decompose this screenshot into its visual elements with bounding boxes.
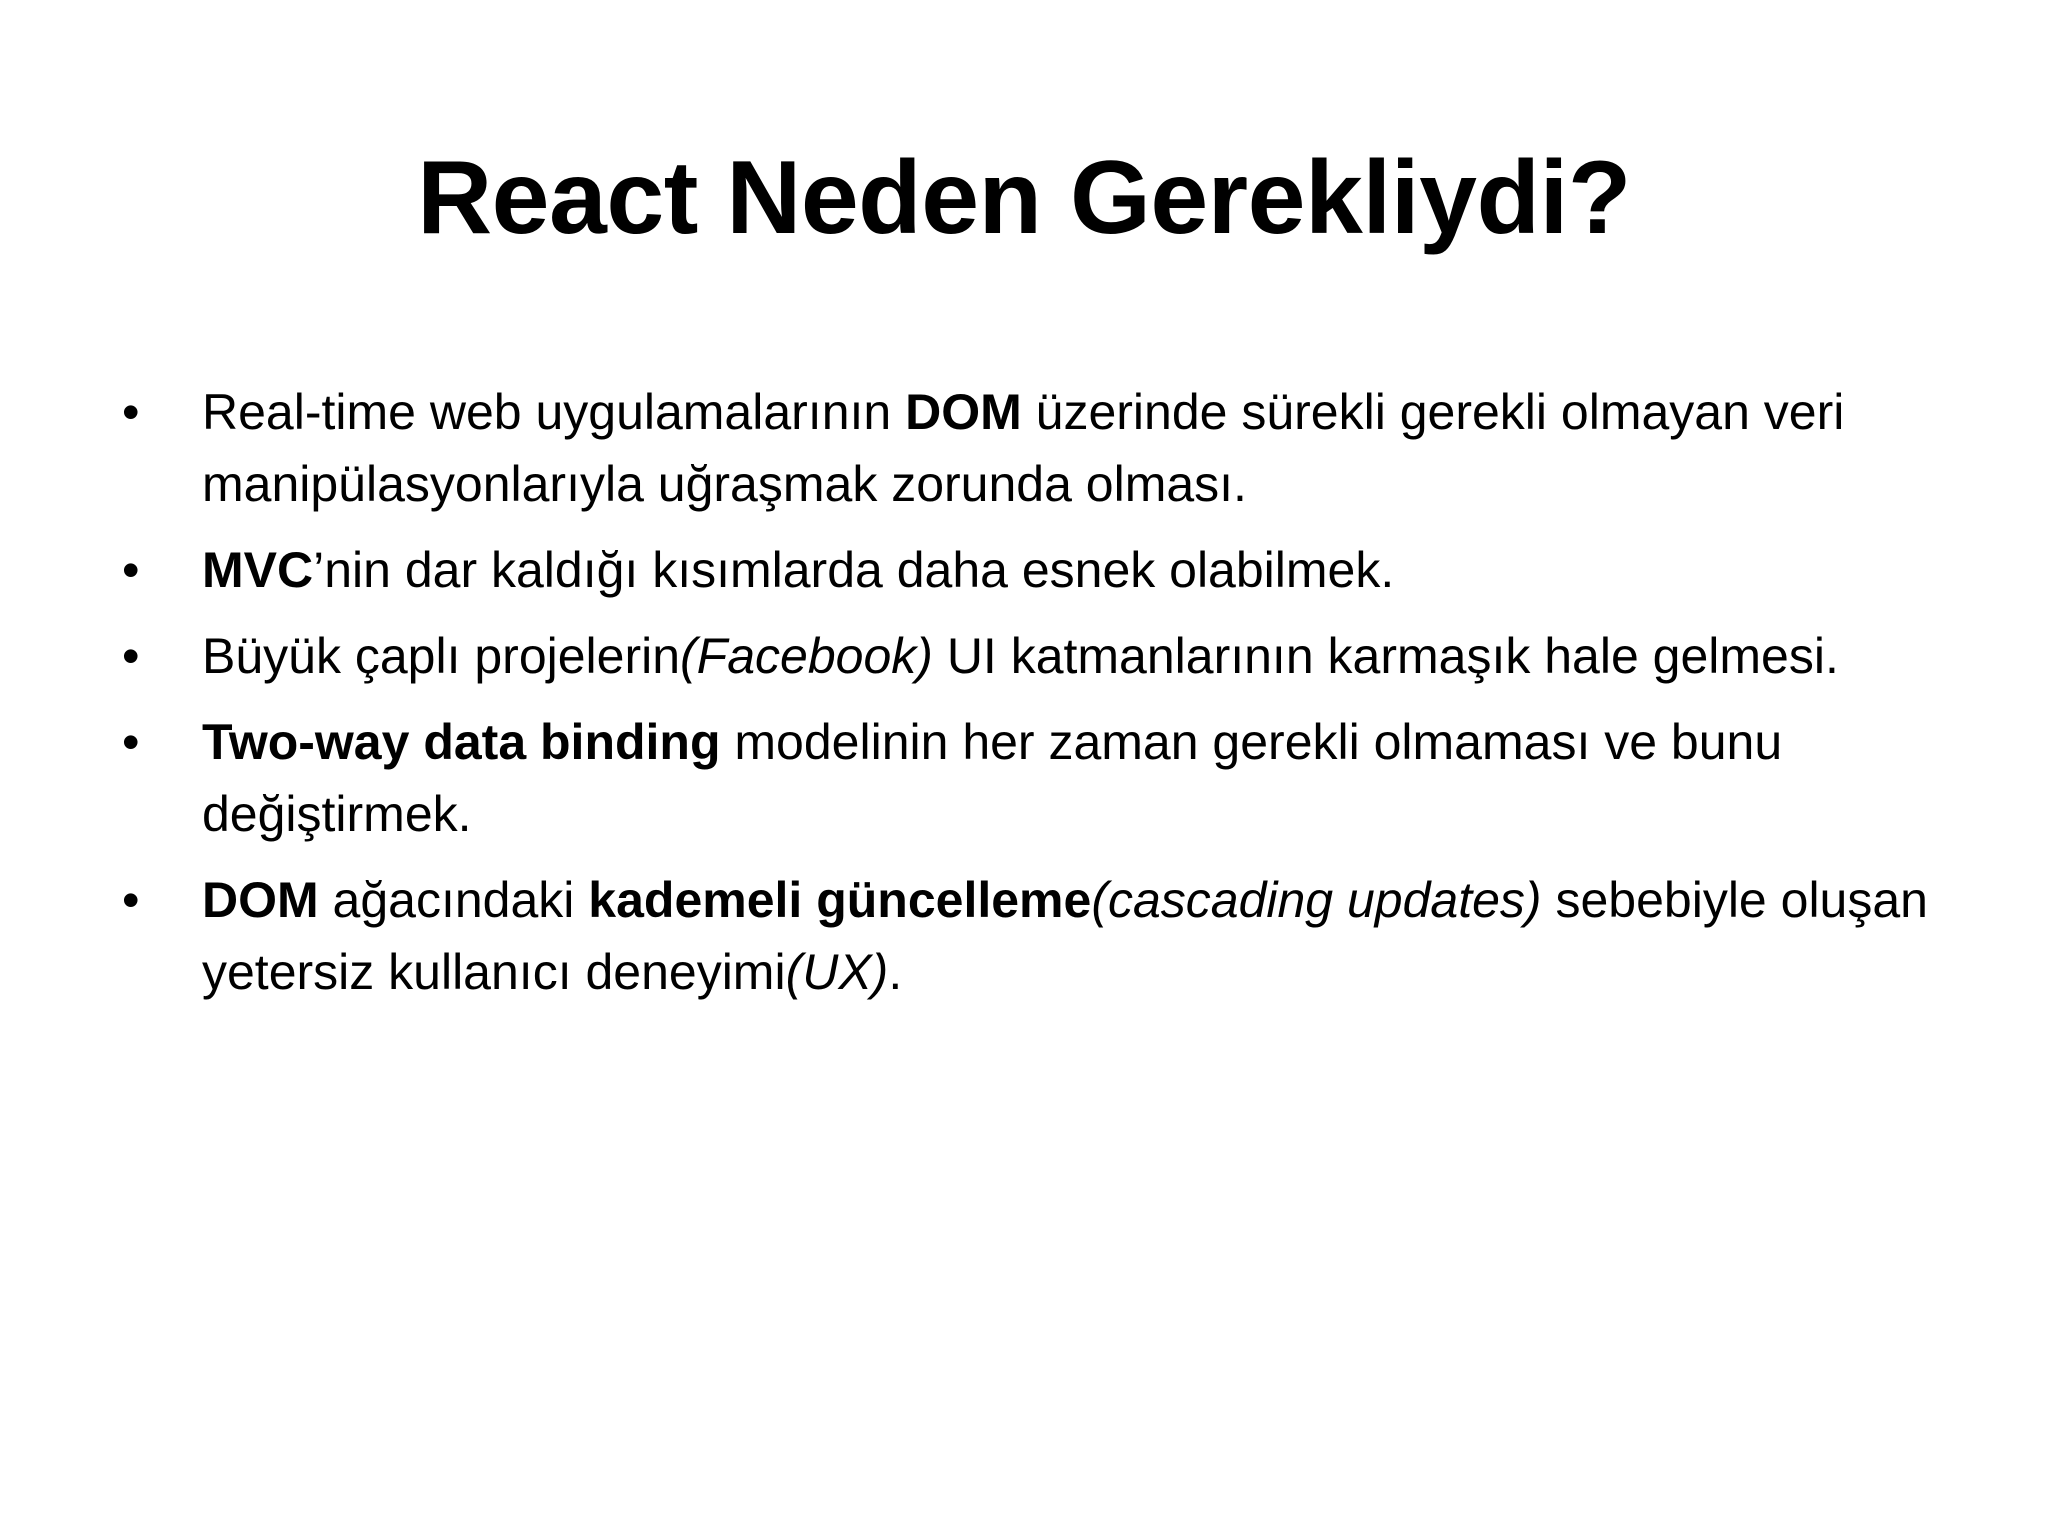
slide-title: React Neden Gerekliydi? [417,140,1631,256]
bullet-item-1 [122,376,1942,520]
bullet-text-segment: ağacındaki [318,872,589,928]
bullet-text-segment: UI katmanlarının karmaşık hale gelmesi. [932,628,1839,684]
bullet-text-segment: Real-time web uygulamalarının [202,384,906,440]
bullet-text-segment: (Facebook) [680,628,933,684]
bullet-item-4 [122,706,1942,850]
bullet-text-segment: (UX) [785,944,889,1000]
bullet-icon: • [122,714,140,770]
bullet-list [122,376,1942,1022]
bullet-text-segment: DOM [202,872,319,928]
bullet-icon: • [122,628,140,684]
bullet-text-segment: Two-way data binding [202,714,721,770]
bullet-text-segment: üzerinde sürekli gerekli olmayan veri manipülasyonlarıyla uğraşmak zorunda olması. [202,384,1845,512]
bullet-text-segment: . [888,944,903,1000]
bullet-item-3 [122,620,1942,692]
bullet-text-segment: MVC [202,542,314,598]
bullet-item-2 [122,534,1942,606]
bullet-icon: • [122,384,140,440]
bullet-text-segment: sebebiyle oluşan yetersiz kullanıcı deneyimi [202,872,1928,1000]
bullet-icon: • [122,542,140,598]
bullet-item-5 [122,864,1942,1008]
bullet-icon: • [122,872,140,928]
bullet-text-segment: DOM [905,384,1022,440]
bullet-text-segment: ’nin dar kaldığı kısımlarda daha esnek olabilmek. [313,542,1395,598]
bullet-text-segment: Büyük çaplı projelerin [202,628,681,684]
bullet-text-segment: kademeli güncelleme [588,872,1092,928]
bullet-text-segment: modelinin her zaman gerekli olmaması ve bunu değiştirmek. [202,714,1783,842]
bullet-text-segment: (cascading updates) [1091,872,1542,928]
